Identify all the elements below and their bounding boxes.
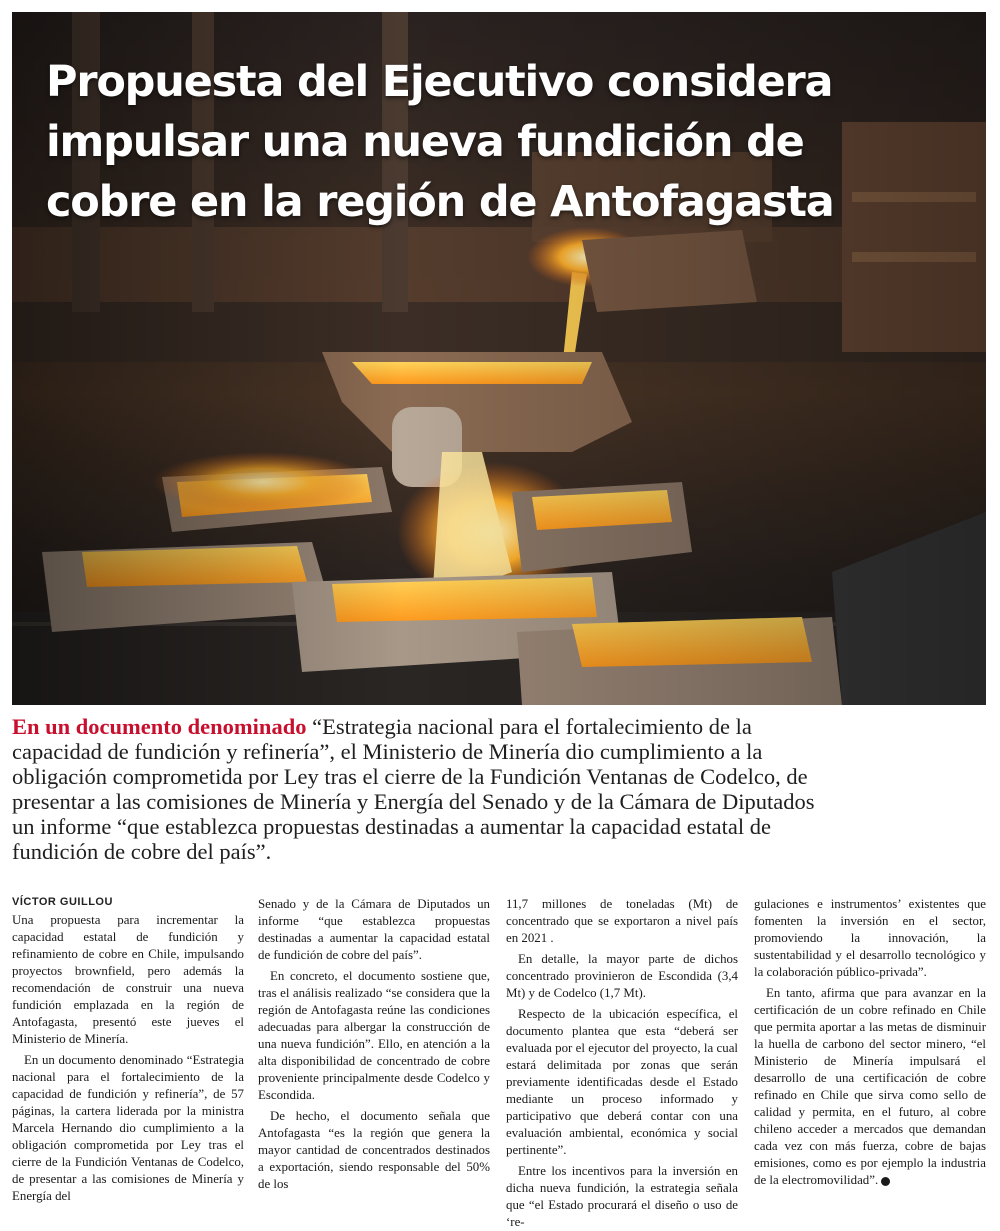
end-mark-icon: [881, 1177, 890, 1186]
paragraph: Senado y de la Cámara de Diputados un informe “que establezca propuestas destinadas a aumentar la capacidad estatal de fundición de cobre del país”.: [258, 897, 490, 962]
paragraph: En detalle, la mayor parte de dichos concentrado provinieron de Escondida (3,4 Mt) y de Codelco (1,7 Mt).: [506, 952, 738, 1000]
lead-kicker: En un documento denominado: [12, 714, 307, 739]
paragraph: En concreto, el documento sostiene que, tras el análisis realizado “se considera que la región de Antofagasta reúne las condiciones adecuadas para albergar la construcción de una nueva fundición”. Ello, en atención a la alta disponibilidad de concentrado de cobre proveniente principalmente desde Codelco y Escondida.: [258, 969, 490, 1102]
lead-paragraph: [12, 714, 842, 864]
paragraph: En un documento denominado “Estrategia nacional para el fortalecimiento de la capacidad de fundición y refinería”, de 57 páginas, la cartera liderada por la ministra Marcela Hernando dio cumplimiento a la obligación comprometida por Ley tras el cierre de la Fundición Ventanas de Codelco, de presentar a las comisiones de Minería y Energía del: [12, 1053, 244, 1203]
paragraph: gulaciones e instrumentos’ existentes que fomenten la inversión en el sector, promoviendo la innovación, la sustentabilidad y el desarrollo tecnológico y la colaboración público-privada”.: [754, 897, 986, 979]
body-column-1: [12, 912, 244, 1203]
lead-text: “Estrategia nacional para el fortalecimiento de la capacidad de fundición y refinería”, el Ministerio de Minería dio cumplimiento a la obligación comprometida por Ley tras el cierre de la Fundición Ventanas de Codelco, de presentar a las comisiones de Minería y Energía del Senado y de la Cámara de Diputados un informe “que establezca propuestas destinadas a aumentar la capacidad estatal de fundición de cobre del país”.: [12, 714, 815, 864]
body-column-3: [506, 896, 738, 1229]
headline: Propuesta del Ejecutivo considera impulsar una nueva fundición de cobre en la región de Antofagasta: [46, 57, 834, 227]
paragraph: De hecho, el documento señala que Antofagasta “es la región que genera la mayor cantidad de concentrados destinados a exportación, siendo responsable del 50% de los: [258, 1109, 490, 1191]
paragraph: Respecto de la ubicación específica, el documento plantea que esta “deberá ser evaluada por el ejecutor del proyecto, la cual estará delimitada por zonas que serán previamente identificadas desde el Estado mediante un proceso informado y participativo que deberá contar con una evaluación ambiental, económica y social pertinente”.: [506, 1007, 738, 1157]
byline: VÍCTOR GUILLOU: [12, 896, 113, 908]
paragraph: Una propuesta para incrementar la capacidad estatal de fundición y refinamiento de cobre en Chile, impulsando proyectos brownfield, pero además la recomendación de construir una nueva fundición emplazada en la región de Antofagasta, presentó este jueves el Ministerio de Minería.: [12, 913, 244, 1046]
smelter-photo: [12, 12, 986, 705]
body-column-4: [754, 896, 986, 1187]
body-column-2: [258, 896, 490, 1191]
paragraph-final: [754, 985, 986, 1189]
paragraph: 11,7 millones de toneladas (Mt) de concentrado que se exportaron a nivel país en 2021 .: [506, 897, 738, 945]
paragraph: Entre los incentivos para la inversión en dicha nueva fundición, la estrategia señala que “el Estado procurará el diseño o uso de ‘re-: [506, 1164, 738, 1229]
paragraph-text: En tanto, afirma que para avanzar en la certificación de un cobre refinado en Chile que permita aportar a las metas de disminuir la huella de carbono del sector minero, “el Ministerio de Minería impulsará el desarrollo de una certificación de cobre refinado en Chile que sirva como sello de calidad y permita, en el futuro, al cobre chileno acceder a mercados que demandan cada vez con más fuerza, cobre de bajas emisiones, como es por ejemplo la industria de la electromovilidad”.: [754, 986, 986, 1187]
